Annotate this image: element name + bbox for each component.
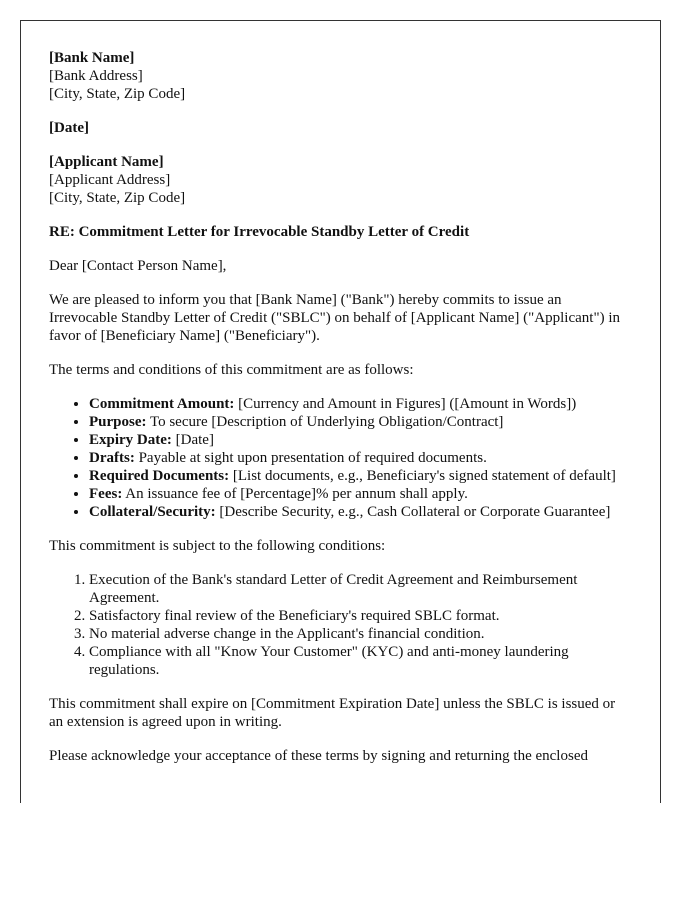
terms-list (49, 395, 632, 521)
conditions-list (49, 571, 632, 679)
term-text: [List documents, e.g., Beneficiary's signed statement of default] (229, 468, 616, 484)
term-text: To secure [Description of Underlying Obligation/Contract] (146, 414, 504, 430)
applicant-name: [Applicant Name] (49, 154, 164, 170)
letter-page (20, 20, 661, 803)
list-item (89, 413, 632, 431)
expiry-paragraph: This commitment shall expire on [Commitment Expiration Date] unless the SBLC is issued or an extension is agreed upon in writing. (49, 696, 616, 730)
list-item: 3. No material adverse change in the Applicant's financial condition. (89, 625, 632, 643)
term-label: Drafts: (89, 450, 135, 466)
acknowledge-paragraph: Please acknowledge your acceptance of these terms by signing and returning the enclosed (49, 748, 588, 764)
bank-address-block (49, 49, 632, 103)
bank-address: [Bank Address] (49, 68, 143, 84)
list-item (89, 467, 632, 485)
term-text: [Describe Security, e.g., Cash Collateral or Corporate Guarantee] (215, 504, 611, 520)
list-item (89, 449, 632, 467)
salutation: Dear [Contact Person Name], (49, 258, 227, 274)
term-label: Required Documents: (89, 468, 230, 484)
applicant-address-block (49, 153, 632, 207)
term-text: Payable at sight upon presentation of required documents. (134, 450, 487, 466)
list-item (89, 395, 632, 413)
list-item: 2. Satisfactory final review of the Beneficiary's required SBLC format. (89, 607, 632, 625)
term-label: Expiry Date: (89, 432, 172, 448)
subject-line: RE: Commitment Letter for Irrevocable Standby Letter of Credit (49, 224, 470, 240)
letter-date: [Date] (49, 120, 89, 136)
term-label: Purpose: (89, 414, 147, 430)
list-item (89, 503, 632, 521)
list-item (89, 431, 632, 449)
bank-city: [City, State, Zip Code] (49, 86, 186, 102)
term-text: [Date] (171, 432, 214, 448)
term-label: Commitment Amount: (89, 396, 235, 412)
list-item: 4. Compliance with all "Know Your Customer" (KYC) and anti-money laundering regulations. (89, 643, 632, 679)
applicant-address: [Applicant Address] (49, 172, 171, 188)
term-label: Fees: (89, 486, 123, 502)
list-item (89, 485, 632, 503)
term-text: [Currency and Amount in Figures] ([Amount in Words]) (234, 396, 577, 412)
list-item: 1. Execution of the Bank's standard Letter of Credit Agreement and Reimbursement Agreement. (89, 571, 632, 607)
conditions-intro: This commitment is subject to the following conditions: (49, 538, 386, 554)
terms-intro: The terms and conditions of this commitment are as follows: (49, 362, 414, 378)
intro-paragraph: We are pleased to inform you that [Bank Name] ("Bank") hereby commits to issue an Irrevocable Standby Letter of Credit ("SBLC") on behalf of [Applicant Name] ("Applicant") in favor of [Beneficiary Name] ("Beneficiary"). (49, 292, 620, 344)
term-label: Collateral/Security: (89, 504, 216, 520)
term-text: An issuance fee of [Percentage]% per annum shall apply. (122, 486, 468, 502)
bank-name: [Bank Name] (49, 50, 135, 66)
applicant-city: [City, State, Zip Code] (49, 190, 186, 206)
